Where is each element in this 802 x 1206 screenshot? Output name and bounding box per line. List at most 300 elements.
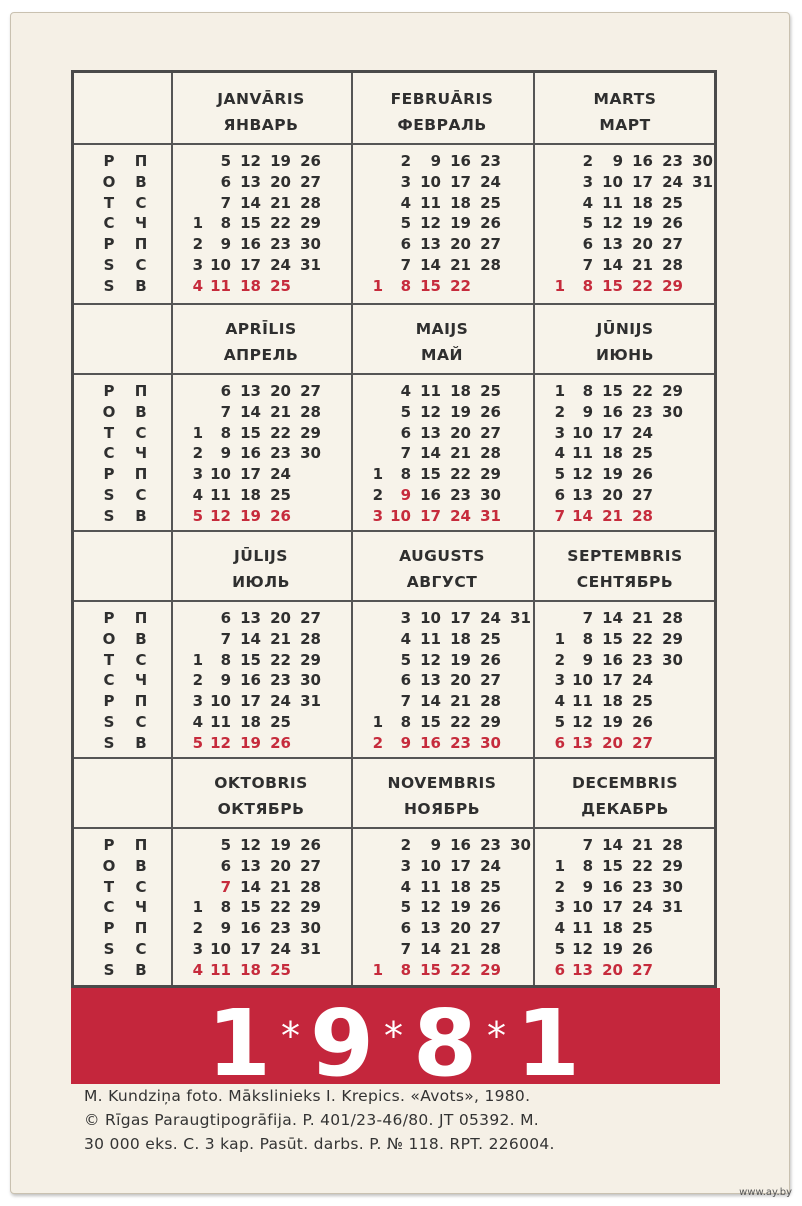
weekday-label: П: [134, 692, 148, 711]
imprint-line-3: 30 000 eks. C. 3 kap. Pasūt. darbs. P. № 118. RPT. 226004.: [84, 1135, 555, 1153]
month-name-ru: ИЮНЬ: [596, 346, 654, 364]
weekday-label: S: [103, 940, 115, 958]
weekday-label: C: [103, 214, 115, 233]
weekday-label: T: [103, 877, 115, 896]
day-number: 25: [480, 877, 501, 896]
day-number: 20: [602, 733, 623, 752]
day-number: 2: [554, 650, 565, 669]
day-number: 11: [572, 444, 593, 463]
day-number: 12: [572, 713, 593, 731]
day-number: 6: [554, 486, 565, 504]
day-number: 8: [582, 629, 593, 648]
day-number: 16: [450, 836, 471, 854]
day-number: 2: [554, 402, 565, 421]
day-number: 7: [220, 402, 231, 421]
day-number: 25: [270, 486, 291, 504]
day-number: 26: [480, 650, 501, 669]
weekday-label: П: [134, 235, 148, 254]
day-number: 17: [450, 856, 471, 875]
day-number: 7: [582, 256, 593, 274]
day-number: 2: [192, 671, 203, 690]
day-number: 1: [372, 960, 383, 979]
day-number: 11: [572, 692, 593, 711]
day-number: 27: [662, 235, 683, 254]
day-number: 25: [480, 193, 501, 212]
month-name-lv: AUGUSTS: [399, 547, 485, 565]
day-number: 31: [300, 940, 321, 958]
day-number: 28: [300, 629, 321, 648]
day-number: 14: [240, 402, 261, 421]
day-number: 24: [480, 172, 501, 191]
day-number: 4: [582, 193, 593, 212]
day-number: 5: [192, 733, 203, 752]
day-number: 26: [300, 836, 321, 854]
day-number: 4: [400, 877, 411, 896]
day-number: 7: [220, 193, 231, 212]
day-number: 13: [572, 486, 593, 504]
day-number: 22: [270, 898, 291, 917]
grid-hline: [74, 600, 714, 602]
day-number: 18: [450, 629, 471, 648]
weekday-label: В: [135, 276, 147, 295]
day-number: 15: [420, 465, 441, 484]
day-number: 27: [632, 733, 653, 752]
day-number: 11: [420, 877, 441, 896]
day-number: 30: [300, 235, 321, 254]
weekday-label: С: [135, 423, 147, 442]
day-number: 19: [240, 506, 261, 525]
day-number: 23: [632, 402, 653, 421]
day-number: 22: [270, 423, 291, 442]
day-number: 26: [300, 152, 321, 170]
day-number: 9: [612, 152, 623, 170]
weekday-label: П: [134, 836, 148, 854]
day-number: 8: [400, 276, 411, 295]
day-number: 30: [480, 733, 501, 752]
day-number: 18: [240, 486, 261, 504]
weekday-label: С: [135, 877, 147, 896]
day-number: 28: [300, 877, 321, 896]
weekday-label: P: [103, 382, 115, 400]
month-name-lv: SEPTEMBRIS: [567, 547, 683, 565]
day-number: 12: [602, 214, 623, 233]
weekday-label: S: [103, 733, 115, 752]
day-number: 27: [300, 172, 321, 191]
day-number: 19: [450, 402, 471, 421]
weekday-label: S: [103, 276, 115, 295]
day-number: 17: [450, 609, 471, 627]
day-number: 26: [480, 214, 501, 233]
day-number: 31: [692, 172, 713, 191]
day-number: 8: [220, 650, 231, 669]
day-number: 12: [210, 506, 231, 525]
day-number: 9: [430, 836, 441, 854]
day-number: 29: [480, 960, 501, 979]
day-number: 31: [662, 898, 683, 917]
day-number: 1: [554, 276, 565, 295]
day-number: 12: [240, 152, 261, 170]
day-number: 14: [420, 444, 441, 463]
month-name-lv: MARTS: [593, 90, 657, 108]
day-number: 7: [220, 877, 231, 896]
day-number: 24: [662, 172, 683, 191]
day-number: 21: [270, 402, 291, 421]
day-number: 15: [240, 214, 261, 233]
month-name-ru: ОКТЯБРЬ: [217, 800, 305, 818]
month-name-lv: DECEMBRIS: [571, 774, 679, 792]
day-number: 4: [192, 486, 203, 504]
weekday-label: T: [103, 193, 115, 212]
day-number: 21: [450, 444, 471, 463]
day-number: 14: [240, 877, 261, 896]
day-number: 11: [602, 193, 623, 212]
day-number: 21: [632, 256, 653, 274]
star-separator: *: [487, 1014, 511, 1058]
day-number: 13: [420, 235, 441, 254]
day-number: 8: [582, 856, 593, 875]
day-number: 21: [450, 256, 471, 274]
day-number: 27: [480, 919, 501, 938]
weekday-label: O: [102, 856, 116, 875]
day-number: 2: [192, 919, 203, 938]
day-number: 8: [582, 382, 593, 400]
weekday-label: В: [135, 960, 147, 979]
day-number: 25: [662, 193, 683, 212]
day-number: 8: [400, 465, 411, 484]
day-number: 15: [420, 960, 441, 979]
day-number: 13: [240, 856, 261, 875]
day-number: 5: [400, 214, 411, 233]
day-number: 16: [420, 486, 441, 504]
weekday-label: C: [103, 898, 115, 917]
day-number: 11: [420, 629, 441, 648]
day-number: 18: [450, 193, 471, 212]
day-number: 23: [480, 152, 501, 170]
grid-hline: [74, 303, 714, 305]
day-number: 2: [400, 836, 411, 854]
day-number: 12: [572, 940, 593, 958]
day-number: 17: [602, 423, 623, 442]
day-number: 6: [220, 172, 231, 191]
day-number: 21: [270, 877, 291, 896]
day-number: 3: [400, 856, 411, 875]
day-number: 6: [400, 919, 411, 938]
day-number: 9: [582, 877, 593, 896]
star-separator: *: [384, 1014, 407, 1058]
day-number: 5: [400, 898, 411, 917]
day-number: 18: [240, 960, 261, 979]
weekday-label: П: [134, 919, 148, 938]
day-number: 19: [632, 214, 653, 233]
day-number: 19: [270, 836, 291, 854]
day-number: 19: [602, 465, 623, 484]
day-number: 20: [602, 960, 623, 979]
day-number: 24: [632, 898, 653, 917]
day-number: 18: [240, 276, 261, 295]
day-number: 8: [400, 713, 411, 731]
month-name-ru: НОЯБРЬ: [403, 800, 481, 818]
weekday-label: S: [103, 486, 115, 504]
day-number: 23: [480, 836, 501, 854]
day-number: 18: [602, 444, 623, 463]
day-number: 22: [632, 856, 653, 875]
month-name-ru: ИЮЛЬ: [232, 573, 290, 591]
day-number: 3: [400, 609, 411, 627]
month-name-lv: APRĪLIS: [225, 320, 297, 338]
day-number: 10: [420, 856, 441, 875]
day-number: 29: [300, 898, 321, 917]
day-number: 23: [450, 733, 471, 752]
weekday-label: С: [135, 940, 147, 958]
day-number: 24: [632, 671, 653, 690]
month-name-ru: ДЕКАБРЬ: [581, 800, 669, 818]
year-digit: 1: [516, 990, 585, 1097]
weekday-label: С: [135, 713, 147, 731]
weekday-label: T: [103, 650, 115, 669]
day-number: 13: [572, 960, 593, 979]
day-number: 15: [240, 423, 261, 442]
day-number: 12: [210, 733, 231, 752]
weekday-label: O: [102, 402, 116, 421]
day-number: 6: [220, 609, 231, 627]
day-number: 9: [582, 650, 593, 669]
day-number: 10: [210, 465, 231, 484]
day-number: 28: [480, 692, 501, 711]
day-number: 15: [420, 276, 441, 295]
star-separator: *: [280, 1014, 304, 1058]
day-number: 28: [662, 836, 683, 854]
weekday-label: O: [102, 629, 116, 648]
day-number: 24: [270, 465, 291, 484]
day-number: 20: [270, 609, 291, 627]
day-number: 11: [572, 919, 593, 938]
weekday-label: В: [135, 856, 147, 875]
day-number: 28: [300, 193, 321, 212]
day-number: 22: [632, 382, 653, 400]
day-number: 4: [554, 919, 565, 938]
day-number: 12: [420, 402, 441, 421]
day-number: 14: [602, 256, 623, 274]
day-number: 25: [270, 960, 291, 979]
day-number: 14: [240, 193, 261, 212]
day-number: 3: [192, 465, 203, 484]
day-number: 9: [400, 733, 411, 752]
day-number: 1: [372, 276, 383, 295]
day-number: 2: [372, 733, 383, 752]
day-number: 11: [420, 193, 441, 212]
day-number: 27: [300, 609, 321, 627]
day-number: 7: [400, 692, 411, 711]
day-number: 18: [450, 877, 471, 896]
day-number: 17: [450, 172, 471, 191]
day-number: 21: [450, 692, 471, 711]
day-number: 14: [240, 629, 261, 648]
weekday-label: Ч: [134, 671, 148, 690]
day-number: 5: [400, 402, 411, 421]
weekday-label: С: [135, 193, 147, 212]
day-number: 29: [480, 465, 501, 484]
day-number: 16: [240, 671, 261, 690]
day-number: 18: [240, 713, 261, 731]
day-number: 11: [210, 486, 231, 504]
day-number: 15: [602, 629, 623, 648]
day-number: 31: [300, 256, 321, 274]
day-number: 9: [400, 486, 411, 504]
day-number: 1: [372, 713, 383, 731]
day-number: 17: [240, 692, 261, 711]
day-number: 20: [632, 235, 653, 254]
grid-hline: [74, 143, 714, 145]
grid-hline: [74, 530, 714, 532]
day-number: 17: [240, 465, 261, 484]
day-number: 31: [510, 609, 531, 627]
day-number: 26: [270, 733, 291, 752]
day-number: 26: [270, 506, 291, 525]
watermark: www.ay.by: [739, 1187, 792, 1198]
day-number: 3: [554, 898, 565, 917]
day-number: 13: [240, 382, 261, 400]
day-number: 1: [554, 856, 565, 875]
day-number: 14: [602, 836, 623, 854]
day-number: 3: [400, 172, 411, 191]
day-number: 10: [572, 671, 593, 690]
day-number: 5: [400, 650, 411, 669]
weekday-label: S: [103, 506, 115, 525]
month-name-lv: JANVĀRIS: [217, 90, 305, 108]
month-name-lv: MAIJS: [415, 320, 469, 338]
day-number: 11: [210, 713, 231, 731]
day-number: 13: [240, 609, 261, 627]
day-number: 28: [480, 940, 501, 958]
day-number: 24: [270, 940, 291, 958]
month-name-ru: МАЙ: [421, 346, 463, 364]
day-number: 29: [662, 276, 683, 295]
day-number: 28: [632, 506, 653, 525]
weekday-label: P: [103, 836, 115, 854]
day-number: 2: [192, 235, 203, 254]
day-number: 24: [270, 692, 291, 711]
day-number: 19: [270, 152, 291, 170]
day-number: 17: [602, 898, 623, 917]
weekday-label: В: [135, 733, 147, 752]
day-number: 10: [390, 506, 411, 525]
day-number: 20: [602, 486, 623, 504]
weekday-label: В: [135, 172, 147, 191]
day-number: 24: [480, 856, 501, 875]
day-number: 10: [210, 256, 231, 274]
day-number: 20: [450, 423, 471, 442]
day-number: 8: [220, 214, 231, 233]
day-number: 18: [602, 692, 623, 711]
day-number: 4: [554, 692, 565, 711]
month-name-ru: АПРЕЛЬ: [223, 346, 299, 364]
day-number: 20: [450, 235, 471, 254]
day-number: 10: [572, 898, 593, 917]
weekday-label: C: [103, 444, 115, 463]
day-number: 5: [554, 940, 565, 958]
day-number: 12: [420, 898, 441, 917]
day-number: 4: [192, 713, 203, 731]
day-number: 22: [632, 276, 653, 295]
day-number: 7: [400, 444, 411, 463]
day-number: 25: [632, 919, 653, 938]
day-number: 29: [300, 214, 321, 233]
day-number: 15: [602, 276, 623, 295]
day-number: 16: [240, 919, 261, 938]
day-number: 7: [582, 609, 593, 627]
day-number: 6: [582, 235, 593, 254]
day-number: 29: [300, 423, 321, 442]
day-number: 27: [480, 423, 501, 442]
weekday-label: В: [135, 629, 147, 648]
day-number: 27: [300, 382, 321, 400]
day-number: 12: [420, 214, 441, 233]
day-number: 30: [300, 444, 321, 463]
day-number: 20: [450, 671, 471, 690]
day-number: 6: [554, 733, 565, 752]
day-number: 16: [602, 402, 623, 421]
day-number: 30: [662, 402, 683, 421]
day-number: 23: [450, 486, 471, 504]
weekday-label: P: [103, 609, 115, 627]
day-number: 27: [480, 671, 501, 690]
grid-hline: [74, 373, 714, 375]
day-number: 14: [420, 692, 441, 711]
day-number: 20: [270, 172, 291, 191]
day-number: 14: [420, 256, 441, 274]
day-number: 1: [192, 423, 203, 442]
day-number: 9: [220, 919, 231, 938]
day-number: 16: [632, 152, 653, 170]
day-number: 26: [480, 898, 501, 917]
day-number: 7: [554, 506, 565, 525]
day-number: 30: [480, 486, 501, 504]
grid-vline: [533, 73, 535, 985]
day-number: 18: [602, 919, 623, 938]
day-number: 18: [632, 193, 653, 212]
weekday-label: В: [135, 506, 147, 525]
month-name-lv: JŪLIJS: [234, 547, 288, 565]
day-number: 9: [430, 152, 441, 170]
day-number: 16: [240, 444, 261, 463]
month-name-ru: МАРТ: [599, 116, 651, 134]
day-number: 15: [240, 898, 261, 917]
day-number: 30: [692, 152, 713, 170]
day-number: 13: [572, 733, 593, 752]
day-number: 10: [210, 940, 231, 958]
weekday-label: П: [134, 465, 148, 484]
weekday-label: В: [135, 402, 147, 421]
day-number: 1: [192, 650, 203, 669]
weekday-label: С: [135, 650, 147, 669]
day-number: 6: [220, 382, 231, 400]
month-name-ru: СЕНТЯБРЬ: [576, 573, 674, 591]
day-number: 13: [602, 235, 623, 254]
day-number: 21: [632, 609, 653, 627]
day-number: 29: [662, 856, 683, 875]
day-number: 28: [480, 256, 501, 274]
day-number: 5: [220, 836, 231, 854]
day-number: 13: [420, 423, 441, 442]
month-name-lv: FEBRUĀRIS: [390, 90, 494, 108]
month-name-ru: ЯНВАРЬ: [223, 116, 299, 134]
day-number: 16: [602, 877, 623, 896]
day-number: 22: [450, 713, 471, 731]
grid-hline: [74, 827, 714, 829]
day-number: 10: [602, 172, 623, 191]
day-number: 22: [270, 214, 291, 233]
day-number: 28: [480, 444, 501, 463]
